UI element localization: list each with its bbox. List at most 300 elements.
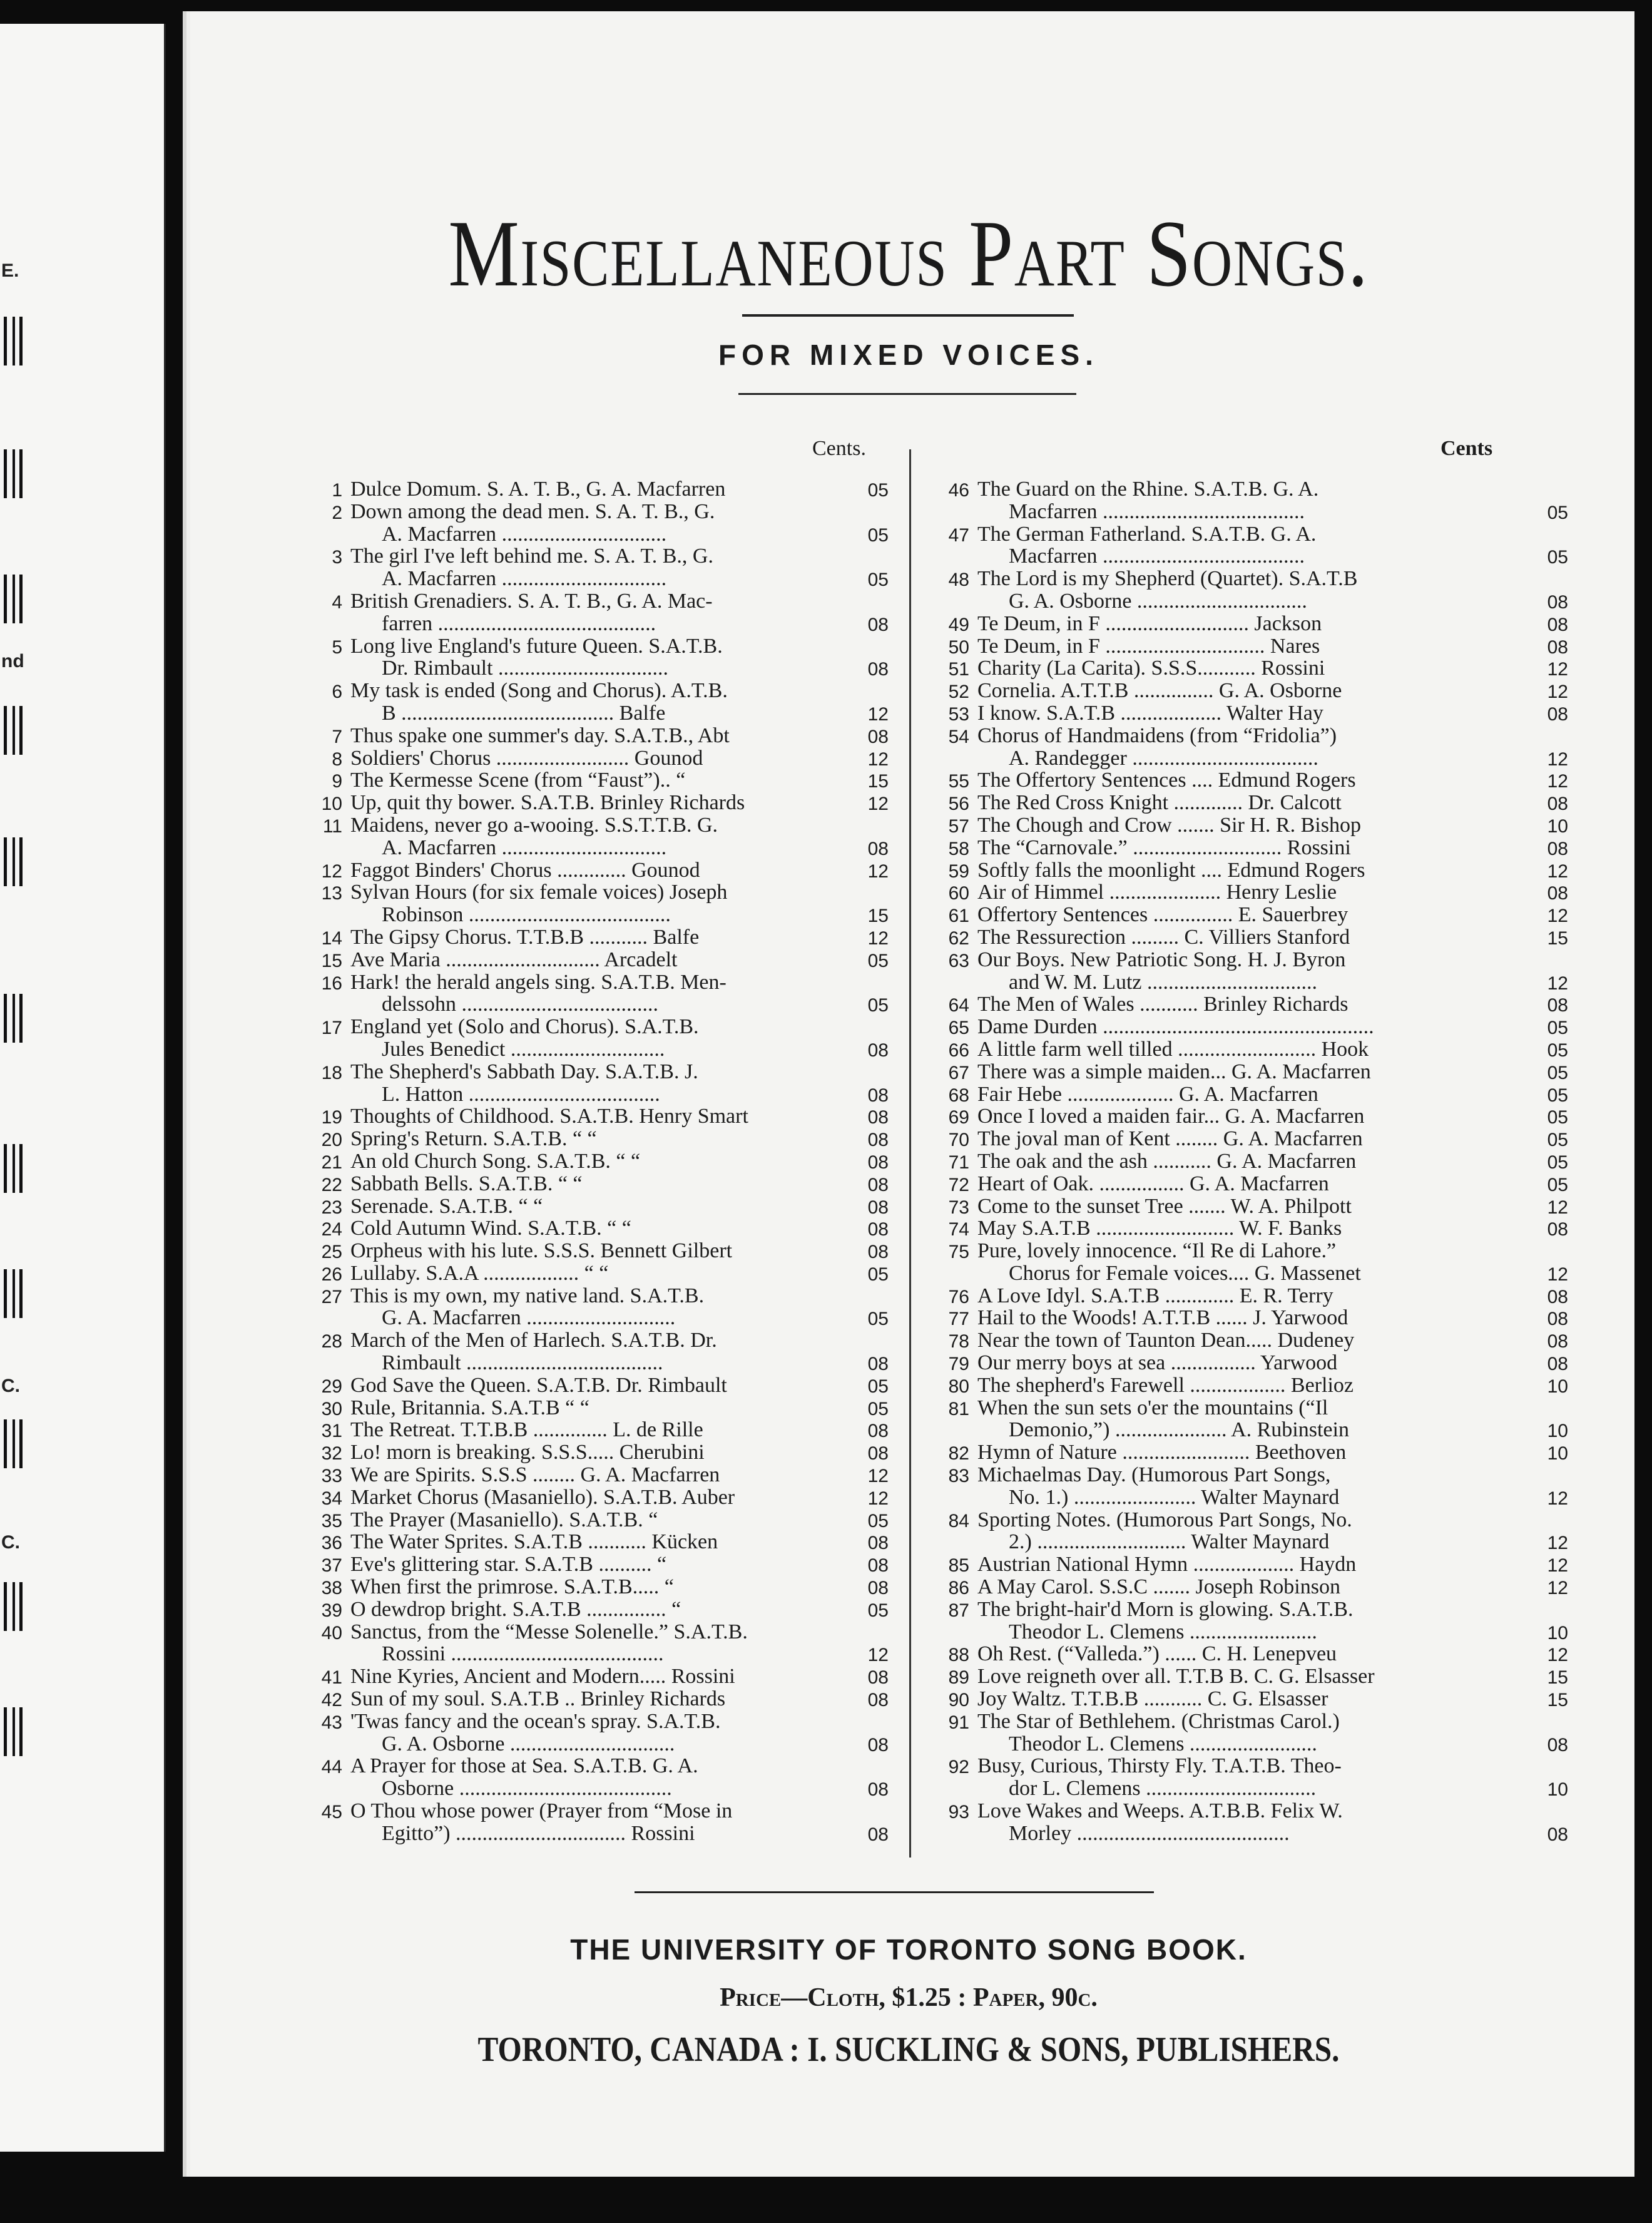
song-price: 08: [1547, 636, 1568, 658]
song-text: British Grenadiers. S. A. T. B., G. A. Mac-: [350, 590, 713, 613]
song-number: 33: [321, 1466, 342, 1487]
song-text: The “Carnovale.” ............................ Rossini: [977, 836, 1351, 859]
song-price: 08: [1547, 838, 1568, 859]
song-text: The Offertory Sentences .... Edmund Rogers: [977, 769, 1356, 792]
song-text: Austrian National Hymn ................... Haydn: [977, 1553, 1357, 1577]
song-number: 67: [948, 1062, 969, 1083]
song-price: 08: [867, 726, 889, 747]
song-entry: [314, 1419, 889, 1441]
song-number: 65: [948, 1018, 969, 1039]
song-entry: [941, 1352, 1568, 1374]
song-entry: [941, 1217, 1568, 1240]
song-text: A Prayer for those at Sea. S.A.T.B. G. A.: [350, 1755, 698, 1778]
song-entry: [941, 1195, 1568, 1218]
song-price: 15: [1547, 928, 1568, 949]
song-text: Pure, lovely innocence. “Il Re di Lahore.”: [977, 1240, 1337, 1262]
song-text: Chorus of Handmaidens (from “Fridolia”): [977, 724, 1337, 747]
song-entry: [941, 1397, 1568, 1419]
song-price: 15: [1547, 1667, 1568, 1689]
song-text: Hark! the herald angels sing. S.A.T.B. Men-: [350, 971, 727, 994]
song-entry: [314, 680, 889, 702]
song-entry-continuation: [941, 1531, 1568, 1553]
song-price: 12: [1547, 973, 1568, 994]
song-text: A little farm well tilled .......................... Hook: [977, 1038, 1369, 1061]
song-number: 41: [321, 1667, 342, 1689]
song-entry: [314, 1486, 889, 1509]
song-entry: [941, 635, 1568, 658]
song-text: Joy Waltz. T.T.B.B ........... C. G. Elsasser: [977, 1688, 1328, 1710]
song-text: The Red Cross Knight ............. Dr. Calcott: [977, 792, 1342, 814]
song-text: The Ressurection ......... C. Villiers Stanford: [977, 926, 1350, 949]
strip-letter: nd: [1, 651, 24, 672]
song-entry: [314, 971, 889, 994]
song-text: The Prayer (Masaniello). S.A.T.B. “: [350, 1508, 658, 1531]
song-price: 08: [867, 1040, 889, 1061]
song-number: 37: [321, 1555, 342, 1577]
song-price: 08: [1547, 1734, 1568, 1755]
song-number: 39: [321, 1600, 342, 1621]
footer-rule: [635, 1891, 1154, 1893]
song-price: 05: [1547, 1062, 1568, 1083]
song-text: 2.) ............................ Walter Maynard: [1009, 1531, 1330, 1554]
song-text: The oak and the ash ........... G. A. Macfarren: [977, 1150, 1357, 1173]
song-number: 47: [948, 524, 969, 546]
song-number: 5: [332, 636, 342, 658]
song-text: When first the primrose. S.A.T.B..... “: [350, 1576, 674, 1598]
song-text: Oh Rest. (“Valleda.”) ...... C. H. Lenepveu: [977, 1643, 1337, 1666]
song-price: 12: [867, 1466, 889, 1487]
song-price: 05: [867, 524, 889, 546]
song-entry-continuation: [314, 904, 889, 926]
song-text: Eve's glittering star. S.A.T.B .......... “: [350, 1553, 667, 1577]
song-price: 12: [1547, 682, 1568, 703]
song-entry: [941, 881, 1568, 904]
song-text: Macfarren ......................................: [1009, 545, 1305, 568]
song-text: Rimbault .....................................: [382, 1352, 663, 1374]
song-entry-continuation: [314, 657, 889, 680]
song-price: 12: [1547, 906, 1568, 927]
song-entry: [941, 725, 1568, 747]
song-number: 15: [321, 950, 342, 971]
song-text: Lullaby. S.A.A .................. “ “: [350, 1262, 609, 1285]
song-entry-continuation: [314, 1352, 889, 1374]
song-price: 12: [867, 1488, 889, 1509]
song-entry: [314, 1128, 889, 1150]
song-number: 83: [948, 1466, 969, 1487]
song-price: 08: [867, 614, 889, 635]
song-text: A. Macfarren ...............................: [382, 523, 667, 546]
song-entry-continuation: [941, 1822, 1568, 1845]
song-number: 43: [321, 1712, 342, 1733]
song-price: 12: [1547, 1555, 1568, 1577]
strip-mark: [4, 994, 23, 1043]
song-number: 49: [948, 614, 969, 635]
song-text: I know. S.A.T.B ................... Walter Hay: [977, 702, 1323, 725]
song-number: 23: [321, 1197, 342, 1218]
song-text: A. Randegger ...................................: [1009, 747, 1318, 770]
song-text: Sanctus, from the “Messe Solenelle.” S.A.T.B.: [350, 1620, 748, 1643]
song-price: 10: [1547, 1376, 1568, 1397]
strip-mark: [4, 1582, 23, 1631]
song-text: Love reigneth over all. T.T.B B. C. G. Elsasser: [977, 1665, 1375, 1689]
song-price: 10: [1547, 815, 1568, 837]
song-number: 89: [948, 1667, 969, 1689]
song-entry: [941, 657, 1568, 680]
song-entry-continuation: [941, 1486, 1568, 1509]
song-text: Long live England's future Queen. S.A.T.B.: [350, 635, 723, 658]
song-entry: [941, 814, 1568, 837]
song-price: 08: [867, 1219, 889, 1240]
song-number: 24: [321, 1219, 342, 1240]
song-price: 05: [867, 1264, 889, 1285]
song-number: 27: [321, 1286, 342, 1307]
song-price: 05: [867, 570, 889, 591]
song-entry: [314, 1621, 889, 1643]
song-price: 05: [1547, 1174, 1568, 1195]
song-text: The joval man of Kent ........ G. A. Macfarren: [977, 1128, 1363, 1150]
song-price: 05: [1547, 502, 1568, 523]
song-price: 08: [867, 1667, 889, 1689]
song-number: 78: [948, 1331, 969, 1352]
song-number: 58: [948, 838, 969, 859]
song-text: dor L. Clemens ................................: [1009, 1777, 1317, 1801]
song-entry: [314, 747, 889, 770]
song-text: Nine Kyries, Ancient and Modern..... Rossini: [350, 1665, 735, 1689]
song-number: 6: [332, 682, 342, 703]
song-price: 05: [867, 950, 889, 971]
song-entry: [941, 949, 1568, 971]
song-number: 66: [948, 1040, 969, 1061]
song-entry: [941, 1374, 1568, 1397]
song-text: Softly falls the moonlight .... Edmund Rogers: [977, 859, 1365, 882]
song-entry: [941, 1173, 1568, 1195]
song-number: 93: [948, 1802, 969, 1823]
song-price: 08: [1547, 1286, 1568, 1307]
song-entry-continuation: [314, 613, 889, 635]
song-entry-continuation: [314, 1083, 889, 1106]
right-cents-header: Cents: [1440, 437, 1493, 460]
song-text: Rossini ........................................: [382, 1643, 664, 1666]
song-price: 05: [867, 1600, 889, 1621]
song-price: 12: [867, 928, 889, 949]
song-price: 08: [867, 1107, 889, 1128]
song-entry: [941, 1598, 1568, 1621]
song-text: Our Boys. New Patriotic Song. H. J. Byron: [977, 948, 1346, 971]
song-text: B ........................................ Balfe: [382, 702, 666, 725]
song-number: 14: [321, 928, 342, 949]
song-number: 88: [948, 1645, 969, 1666]
song-price: 08: [867, 1824, 889, 1845]
song-entry-continuation: [314, 993, 889, 1016]
song-number: 53: [948, 703, 969, 725]
song-entry: [941, 1061, 1568, 1083]
song-entry: [314, 1598, 889, 1621]
song-entry: [941, 1688, 1568, 1710]
song-number: 63: [948, 950, 969, 971]
song-number: 87: [948, 1600, 969, 1621]
song-number: 36: [321, 1533, 342, 1554]
song-entry: [314, 1150, 889, 1173]
song-price: 08: [867, 1443, 889, 1464]
song-text: Egitto”) ................................ Rossini: [382, 1822, 695, 1845]
song-entry-continuation: [941, 1621, 1568, 1643]
song-price: 12: [867, 1645, 889, 1666]
song-text: Theodor L. Clemens ........................: [1009, 1732, 1317, 1755]
song-price: 08: [867, 838, 889, 859]
song-entry: [314, 1016, 889, 1038]
song-entry: [941, 1240, 1568, 1262]
song-number: 18: [321, 1062, 342, 1083]
page-title: Miscellaneous Part Songs.: [448, 201, 1369, 306]
song-entry: [941, 1105, 1568, 1128]
song-text: G. A. Osborne ...............................: [382, 1732, 675, 1755]
song-text: When the sun sets o'er the mountains (“Il: [977, 1396, 1328, 1419]
song-price: 08: [1547, 1309, 1568, 1330]
song-price: 08: [1547, 591, 1568, 613]
song-entry: [314, 1217, 889, 1240]
song-number: 31: [321, 1421, 342, 1442]
song-text: Cornelia. A.T.T.B ............... G. A. Osborne: [977, 680, 1342, 702]
song-price: 05: [867, 1376, 889, 1397]
song-entry-continuation: [314, 1038, 889, 1061]
song-entry: [314, 1576, 889, 1598]
song-entry: [314, 859, 889, 882]
song-number: 21: [321, 1152, 342, 1173]
song-text: Thus spake one summer's day. S.A.T.B., Abt: [350, 724, 730, 747]
song-number: 11: [322, 815, 342, 837]
song-text: The Kermesse Scene (from “Faust”).. “: [350, 769, 686, 792]
book-title: THE UNIVERSITY OF TORONTO SONG BOOK.: [570, 1933, 1247, 1966]
song-price: 12: [1547, 861, 1568, 882]
song-price: 05: [1547, 1130, 1568, 1151]
song-entry-continuation: [314, 1733, 889, 1755]
strip-letter: C.: [1, 1532, 20, 1553]
song-entry: [314, 1688, 889, 1710]
song-text: Our merry boys at sea ................ Yarwood: [977, 1352, 1338, 1374]
song-number: 72: [948, 1174, 969, 1195]
song-text: Once I loved a maiden fair... G. A. Macfarren: [977, 1105, 1365, 1128]
song-text: Near the town of Taunton Dean..... Dudeney: [977, 1329, 1355, 1352]
song-text: This is my own, my native land. S.A.T.B.: [350, 1284, 705, 1307]
page-subtitle: FOR MIXED VOICES.: [718, 339, 1099, 371]
song-entry: [314, 769, 889, 792]
song-text: The Guard on the Rhine. S.A.T.B. G. A.: [977, 478, 1319, 501]
song-text: Te Deum, in F ........................... Jackson: [977, 612, 1322, 635]
song-number: 32: [321, 1443, 342, 1464]
song-text: Serenade. S.A.T.B. “ “: [350, 1195, 543, 1218]
song-text: Demonio,”) ..................... A. Rubinstein: [1009, 1419, 1349, 1442]
title-rule: [742, 314, 1074, 317]
song-text: Sylvan Hours (for six female voices) Joseph: [350, 881, 728, 904]
song-text: The shepherd's Farewell .................. Berlioz: [977, 1374, 1354, 1397]
song-number: 9: [332, 771, 342, 792]
song-number: 82: [948, 1443, 969, 1464]
song-text: Dulce Domum. S. A. T. B., G. A. Macfarren: [350, 478, 726, 501]
song-text: The Men of Wales ........... Brinley Richards: [977, 993, 1349, 1016]
song-price: 08: [1547, 703, 1568, 725]
song-number: 85: [948, 1555, 969, 1577]
song-price: 15: [867, 771, 889, 792]
song-entry-continuation: [941, 747, 1568, 770]
song-price: 12: [1547, 1488, 1568, 1509]
song-price: 05: [1547, 1152, 1568, 1173]
song-text: farren .........................................: [382, 612, 656, 635]
song-entry: [314, 1262, 889, 1285]
song-entry: [314, 1531, 889, 1553]
song-price: 08: [1547, 995, 1568, 1016]
song-entry: [314, 814, 889, 837]
song-text: The German Fatherland. S.A.T.B. G. A.: [977, 523, 1317, 546]
song-number: 35: [321, 1510, 342, 1531]
song-text: Chorus for Female voices.... G. Massenet: [1009, 1262, 1361, 1285]
strip-letter: E.: [1, 260, 19, 281]
song-entry: [941, 1665, 1568, 1688]
song-price: 08: [1547, 1219, 1568, 1240]
song-entry-continuation: [941, 1262, 1568, 1285]
song-text: Dr. Rimbault ................................: [382, 657, 669, 680]
song-entry: [314, 1240, 889, 1262]
song-entry: [941, 769, 1568, 792]
song-entry-continuation: [314, 568, 889, 590]
song-price: 05: [867, 1510, 889, 1531]
song-entry: [941, 1016, 1568, 1038]
song-entry: [941, 1643, 1568, 1665]
song-text: Robinson ......................................: [382, 904, 671, 926]
song-text: Sporting Notes. (Humorous Part Songs, No.: [977, 1508, 1352, 1531]
song-price: 12: [1547, 749, 1568, 770]
song-price: 08: [867, 1242, 889, 1263]
song-price: 15: [867, 906, 889, 927]
song-text: England yet (Solo and Chorus). S.A.T.B.: [350, 1016, 699, 1038]
strip-mark: [4, 1144, 23, 1193]
song-price: 08: [1547, 614, 1568, 635]
song-text: G. A. Osborne ................................: [1009, 590, 1307, 613]
song-text: The girl I've left behind me. S. A. T. B., G.: [350, 545, 713, 568]
song-entry: [941, 859, 1568, 882]
song-text: Sabbath Bells. S.A.T.B. “ “: [350, 1172, 583, 1195]
song-price: 15: [1547, 1690, 1568, 1711]
song-entry: [314, 949, 889, 971]
song-text: God Save the Queen. S.A.T.B. Dr. Rimbault: [350, 1374, 727, 1397]
song-entry: [314, 1553, 889, 1576]
song-text: Sun of my soul. S.A.T.B .. Brinley Richards: [350, 1688, 726, 1710]
song-number: 54: [948, 726, 969, 747]
song-entry: [314, 881, 889, 904]
song-entry: [314, 725, 889, 747]
song-price: 08: [867, 1174, 889, 1195]
song-number: 90: [948, 1690, 969, 1711]
song-number: 81: [948, 1398, 969, 1419]
song-entry: [941, 1509, 1568, 1531]
song-entry: [314, 1397, 889, 1419]
song-entry-continuation: [314, 1822, 889, 1845]
song-entry-continuation: [941, 1733, 1568, 1755]
song-number: 70: [948, 1130, 969, 1151]
song-number: 12: [321, 861, 342, 882]
song-number: 80: [948, 1376, 969, 1397]
song-entry: [314, 1329, 889, 1352]
song-text: A. Macfarren ...............................: [382, 836, 667, 859]
song-text: Cold Autumn Wind. S.A.T.B. “ “: [350, 1217, 631, 1240]
song-number: 57: [948, 815, 969, 837]
song-price: 08: [867, 1152, 889, 1173]
song-entry-continuation: [941, 590, 1568, 613]
song-number: 84: [948, 1510, 969, 1531]
song-price: 08: [867, 1555, 889, 1577]
song-entry-continuation: [314, 837, 889, 859]
strip-mark: [4, 1419, 23, 1468]
song-price: 05: [1547, 1018, 1568, 1039]
song-price: 12: [867, 861, 889, 882]
song-text: Osborne ........................................: [382, 1777, 672, 1801]
song-entry: [314, 1285, 889, 1307]
song-entry: [314, 1800, 889, 1822]
song-text: The bright-hair'd Morn is glowing. S.A.T.B.: [977, 1598, 1354, 1621]
song-number: 77: [948, 1309, 969, 1330]
song-price: 08: [867, 1197, 889, 1218]
song-text: Heart of Oak. ................ G. A. Macfarren: [977, 1172, 1329, 1195]
song-text: Down among the dead men. S. A. T. B., G.: [350, 500, 715, 523]
catalog-page: [183, 11, 1634, 2177]
song-entry: [941, 1307, 1568, 1329]
song-number: 10: [321, 794, 342, 815]
song-price: 08: [867, 1734, 889, 1755]
strip-mark: [4, 449, 23, 498]
song-text: O dewdrop bright. S.A.T.B ............... “: [350, 1598, 681, 1621]
song-text: March of the Men of Harlech. S.A.T.B. Dr.: [350, 1329, 717, 1352]
song-number: 13: [321, 883, 342, 904]
left-cents-header: Cents.: [812, 437, 866, 460]
song-number: 62: [948, 928, 969, 949]
strip-mark: [4, 1269, 23, 1318]
song-text: Hymn of Nature ........................ Beethoven: [977, 1441, 1347, 1464]
song-price: 05: [867, 1398, 889, 1419]
song-price: 12: [1547, 1264, 1568, 1285]
song-number: 45: [321, 1802, 342, 1823]
song-entry: [941, 523, 1568, 546]
song-number: 25: [321, 1242, 342, 1263]
song-entry: [314, 1710, 889, 1733]
song-text: Rule, Britannia. S.A.T.B “ “: [350, 1396, 589, 1419]
right-song-list: [941, 478, 1568, 1845]
song-number: 42: [321, 1690, 342, 1711]
song-number: 75: [948, 1242, 969, 1263]
publisher-line: TORONTO, CANADA : I. SUCKLING & SONS, PUBLISHERS.: [477, 2030, 1340, 2069]
song-number: 4: [332, 591, 342, 613]
song-price: 10: [1547, 1622, 1568, 1643]
song-entry: [941, 478, 1568, 501]
song-price: 08: [867, 1354, 889, 1375]
song-text: Come to the sunset Tree ....... W. A. Philpott: [977, 1195, 1352, 1218]
song-price: 10: [1547, 1443, 1568, 1464]
strip-mark: [4, 317, 23, 365]
song-text: May S.A.T.B .......................... W. F. Banks: [977, 1217, 1342, 1240]
song-entry-continuation: [941, 1777, 1568, 1800]
song-price: 05: [867, 1309, 889, 1330]
song-entry: [314, 478, 889, 501]
strip-mark: [4, 706, 23, 755]
song-number: 3: [332, 547, 342, 568]
song-number: 16: [321, 973, 342, 994]
song-price: 08: [1547, 794, 1568, 815]
song-entry: [941, 1755, 1568, 1777]
song-number: 86: [948, 1578, 969, 1599]
song-number: 1: [332, 480, 342, 501]
song-text: Jules Benedict .............................: [382, 1038, 665, 1061]
song-entry: [941, 1800, 1568, 1822]
song-price: 08: [867, 1421, 889, 1442]
song-text: The Water Sprites. S.A.T.B ........... Kücken: [350, 1531, 718, 1554]
